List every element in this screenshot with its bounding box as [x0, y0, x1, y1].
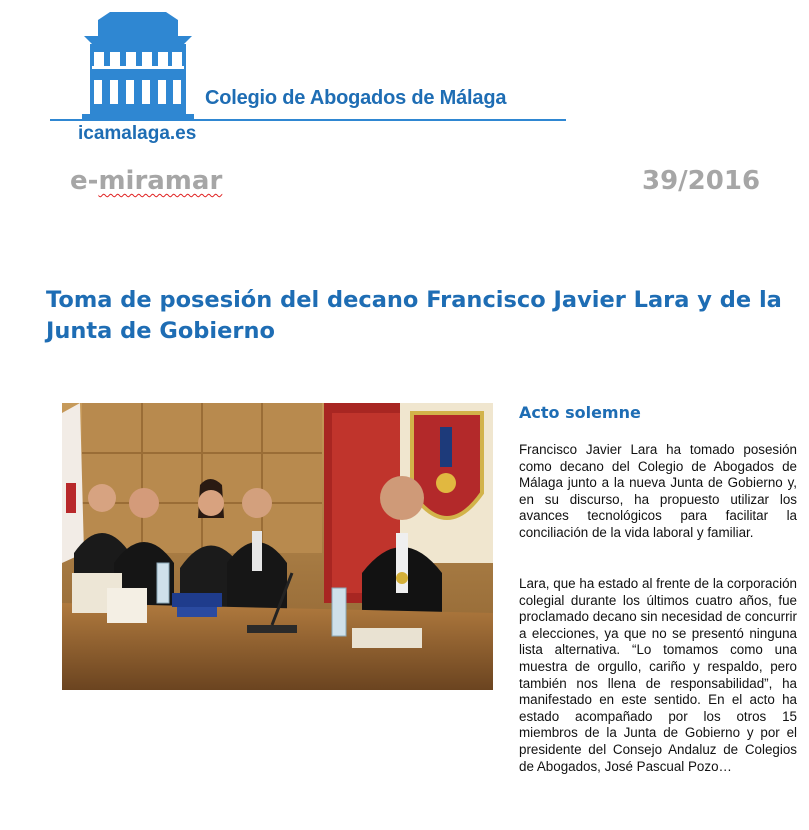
- article-title: Toma de posesión del decano Francisco Javier Lara y de la Junta de Gobierno: [46, 287, 782, 344]
- newsletter-name-main: miramar: [98, 166, 223, 196]
- article-paragraph: Lara, que ha estado al frente de la corporación colegial durante los últimos cuatro años, fue proclamado decano sin necesidad de concurrir a elecciones, ya que no se presentó ninguna lista alternativa. “Lo tomamos como una muestra de orgullo, cariño y respaldo, pero también nos llena de responsabilidad”, ha manifestado en este sentido. En el acto ha estado acompañado por los otros 15 miembros de la Junta de Gobierno y por el presidente del Consejo Andaluz de Colegios de Abogados, José Pascual Pozo…: [519, 576, 797, 774]
- organization-name: Colegio de Abogados de Málaga: [205, 87, 507, 109]
- newsletter-name-prefix: e-: [70, 166, 99, 196]
- section-heading: Acto solemne: [519, 403, 641, 422]
- article-paragraph: Francisco Javier Lara ha tomado posesión como decano del Colegio de Abogados de Málaga junto a la nueva Junta de Gobierno y, en su discurso, ha propuesto utilizar los avances tecnológicos para facilitar la conciliación de la vida laboral y familiar.: [519, 442, 797, 540]
- newsletter-name: [70, 166, 222, 196]
- logo-building-icon: [80, 8, 196, 120]
- website-link[interactable]: icamalaga.es: [78, 123, 197, 144]
- issue-number: 39/2016: [642, 166, 761, 196]
- ceremony-photo: [62, 403, 493, 690]
- header-divider: [50, 119, 566, 121]
